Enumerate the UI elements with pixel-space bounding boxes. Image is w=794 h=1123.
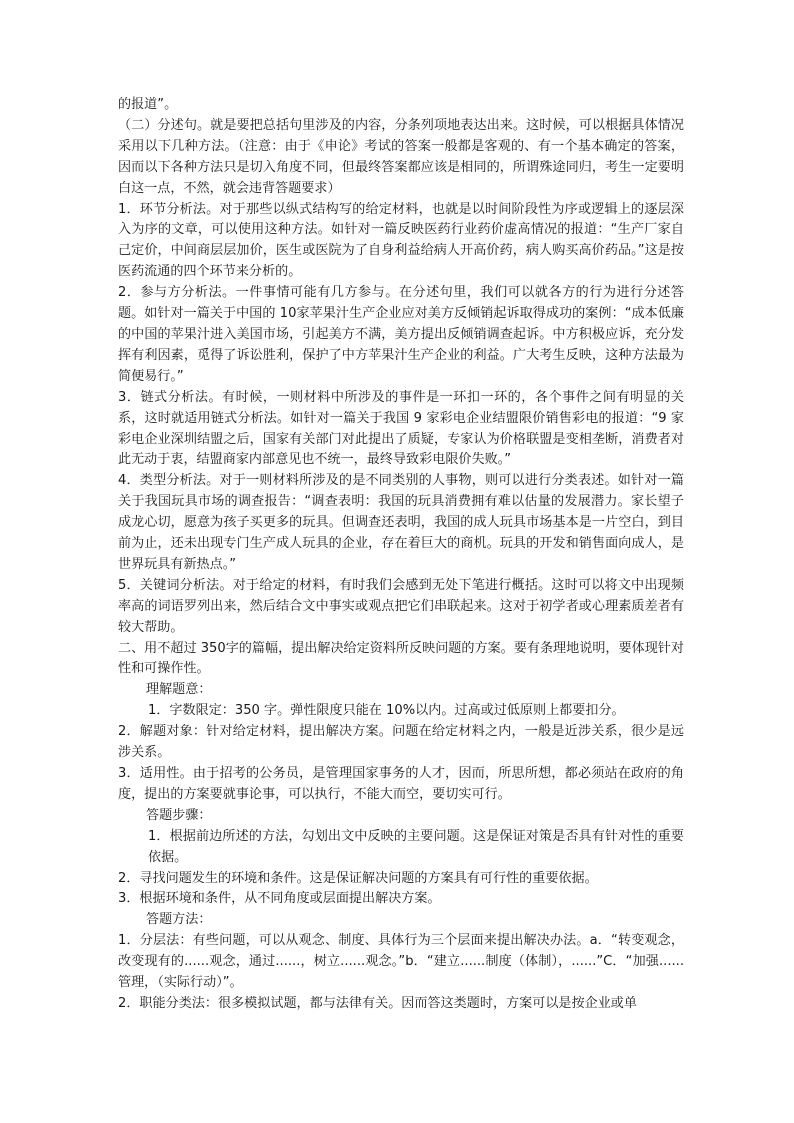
paragraph-step-2: 2．寻找问题发生的环境和条件。这是保证解决问题的方案具有可行性的重要依据。 xyxy=(118,870,598,886)
paragraph-continuation: 的报道”。 xyxy=(118,97,178,112)
paragraph-method-1: 1．环节分析法。对于那些以纵式结构写的给定材料，也就是以时间阶段性为序或逻辑上的逐层深入为序的文章，可以使用这种方法。如针对一篇反映医药行业药价虚高情况的报道：“生产厂家自己定价，中间商层层加价，医生或医院为了自身利益给病人开高价药，病人购买高价药品。”这是按医药流通的四个环节来分析的。 xyxy=(118,201,684,280)
paragraph-step-3: 3．根据环境和条件，从不同角度或层面提出解决方案。 xyxy=(118,891,441,907)
paragraph-understand-3: 3．适用性。由于招考的公务员，是管理国家事务的人才，因而，所思所想，都必须站在政府的角度，提出的方案要就事论事，可以执行，不能大而空，要切实可行。 xyxy=(118,766,684,802)
paragraph-method-4: 4．类型分析法。对于一则材料所涉及的是不同类别的人事物，则可以进行分类表述。如针对一篇关于我国玩具市场的调查报告：“调查表明：我国的玩具消费拥有难以估量的发展潜力。家长望子成龙心切，愿意为孩子买更多的玩具。但调查还表明，我国的成人玩具市场基本是一片空白，到目前为止，还未出现专门生产成人玩具的企业，存在着巨大的商机。玩具的开发和销售面向成人，是世界玩具有新热点。” xyxy=(118,473,684,572)
paragraph-understand-2: 2．解题对象：针对给定材料，提出解决方案。问题在给定材料之内，一般是近涉关系，很少是远涉关系。 xyxy=(118,724,684,761)
paragraph-method-5: 5．关键词分析法。对于给定的材料，有时我们会感到无处下笔进行概括。这时可以将文中出现频率高的词语罗列出来，然后结合文中事实或观点把它们串联起来。这对于初学者或心理素质差者有较大帮助。 xyxy=(118,577,684,635)
paragraph-answer-method-2: 2．职能分类法：很多模拟试题，都与法律有关。因而答这类题时，方案可以是按企业或单 xyxy=(118,995,637,1011)
heading-understand: 理解题意： xyxy=(146,682,212,698)
paragraph-answer-method-1: 1．分层法：有些问题，可以从观念、制度、具体行为三个层面来提出解决办法。a．“转变观念，改变现有的......观念，通过......，树立......观念。”b．“建立......制度（体制），......”C．“加强......管理，（实际行动）”。 xyxy=(118,933,684,991)
paragraph-method-2: 2．参与方分析法。一件事情可能有几方参与。在分述句里，我们可以就各方的行为进行分述答题。如针对一篇关于中国的 10家苹果汁生产企业应对美方反倾销起诉取得成功的案例：“成本低廉的中国的苹果汁进入美国市场，引起美方不满，美方提出反倾销调查起诉。中方积极应诉，充分发挥有利因素，觅得了诉讼胜利，保护了中方苹果汁生产企业的利益。广大考生反映，这种方法最为简便易行。” xyxy=(118,285,684,384)
paragraph-understand-1: 1．字数限定：350 字。弹性限度只能在 10%以内。过高或过低原则上都要扣分。 xyxy=(148,703,625,719)
paragraph-section-2-intro: （二）分述句。就是要把总括句里涉及的内容，分条列项地表达出来。这时候，可以根据具体情况采用以下几种方法。（注意：由于《申论》考试的答案一般都是客观的、有一个基本确定的答案，因而以下各种方法只是切入角度不同，但最终答案都应该是相同的，所谓殊途同归，考生一定要明白这一点，不然，就会违背答题要求） xyxy=(118,117,684,196)
heading-methods: 答题方法： xyxy=(146,912,212,928)
paragraph-method-3: 3．链式分析法。有时候，一则材料中所涉及的事件是一环扣一环的，各个事件之间有明显的关系，这时就适用链式分析法。如针对一篇关于我国 9 家彩电企业结盟限价销售彩电的报道：“9 家彩电企业深圳结盟之后，国家有关部门对此提出了质疑，专家认为价格联盟是变相垄断，消费者对此无动于衷，结盟商家内部意见也不统一，最终导致彩电限价失败。” xyxy=(118,389,684,468)
heading-steps: 答题步骤： xyxy=(146,807,212,823)
document-page xyxy=(118,95,684,1015)
paragraph-step-1: 1．根据前边所述的方法，勾划出文中反映的主要问题。这是保证对策是否具有针对性的重要依据。 xyxy=(148,828,684,865)
paragraph-question-2: 二、用不超过 350字的篇幅，提出解决给定资料所反映问题的方案。要有条理地说明，要体现针对性和可操作性。 xyxy=(118,640,684,677)
